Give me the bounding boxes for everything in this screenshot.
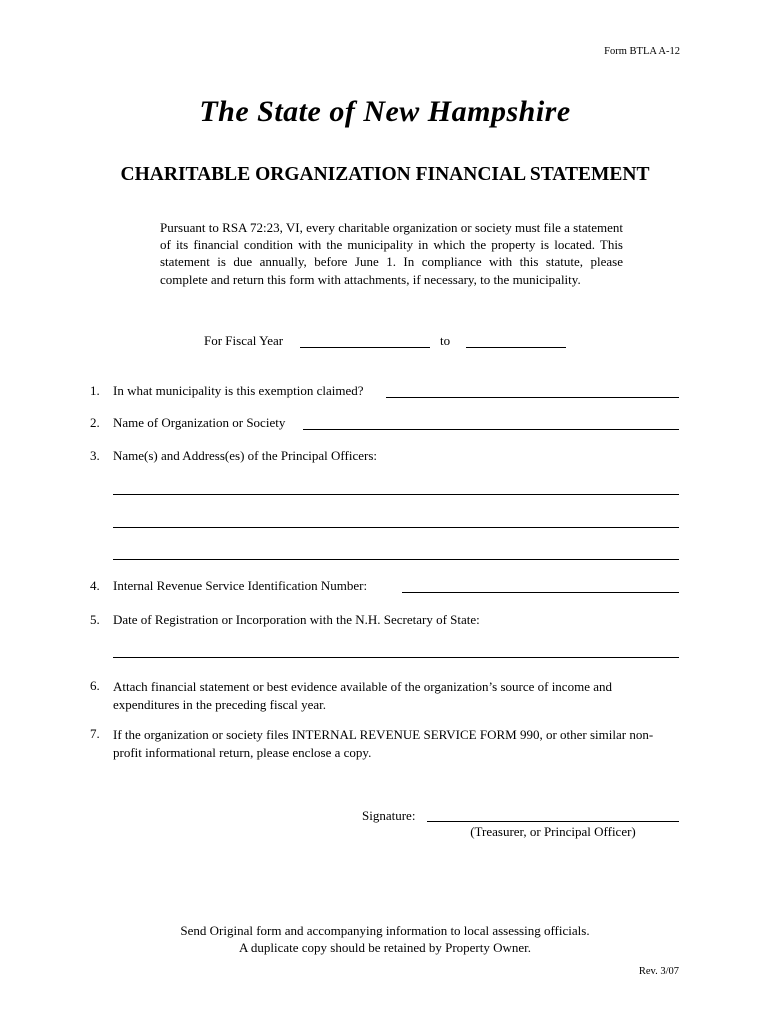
item-number: 1. bbox=[90, 383, 100, 398]
form-title: CHARITABLE ORGANIZATION FINANCIAL STATEMENT bbox=[120, 164, 650, 185]
principal-officers-line-2[interactable] bbox=[113, 527, 679, 528]
signature-field[interactable] bbox=[427, 821, 679, 822]
item-number: 7. bbox=[90, 726, 100, 741]
fiscal-year-to-field[interactable] bbox=[466, 347, 566, 348]
municipality-field[interactable] bbox=[386, 397, 679, 398]
municipality-label: In what municipality is this exemption claimed? bbox=[113, 383, 364, 398]
item-number: 3. bbox=[90, 448, 100, 463]
item-number: 6. bbox=[90, 678, 100, 693]
form-number: Form BTLA A-12 bbox=[604, 46, 680, 57]
organization-name-label: Name of Organization or Society bbox=[113, 415, 286, 430]
principal-officers-label: Name(s) and Address(es) of the Principal Officers: bbox=[113, 448, 378, 463]
footer-line-2: A duplicate copy should be retained by Property Owner. bbox=[238, 940, 532, 955]
signature-sublabel: (Treasurer, or Principal Officer) bbox=[470, 824, 636, 839]
principal-officers-line-3[interactable] bbox=[113, 559, 679, 560]
registration-date-label: Date of Registration or Incorporation with the N.H. Secretary of State: bbox=[113, 612, 480, 627]
item-number: 5. bbox=[90, 612, 100, 627]
revision-label: Rev. 3/07 bbox=[638, 966, 679, 977]
signature-label: Signature: bbox=[362, 808, 416, 823]
state-title: The State of New Hampshire bbox=[199, 95, 571, 128]
footer-line-1: Send Original form and accompanying information to local assessing officials. bbox=[180, 923, 590, 938]
fiscal-year-label: For Fiscal Year bbox=[204, 333, 284, 348]
principal-officers-line-1[interactable] bbox=[113, 494, 679, 495]
irs-id-field[interactable] bbox=[402, 592, 679, 593]
financial-statement-instruction: Attach financial statement or best evidence available of the organization’s source of income and expenditures in the preceding fiscal year. bbox=[113, 679, 612, 712]
organization-name-field[interactable] bbox=[303, 429, 679, 430]
item-number: 4. bbox=[90, 578, 100, 593]
intro-paragraph: Pursuant to RSA 72:23, VI, every charitable organization or society must file a statement of its financial condition with the municipality in which the property is located. This statement is due annually, before June 1. In compliance with this statute, please complete and return this form with attachments, if necessary, to the municipality. bbox=[160, 220, 623, 287]
form-990-instruction: If the organization or society files INTERNAL REVENUE SERVICE FORM 990, or other similar non-profit informational return, please enclose a copy. bbox=[113, 727, 654, 760]
irs-id-label: Internal Revenue Service Identification Number: bbox=[113, 578, 368, 593]
footer-instructions bbox=[0, 922, 770, 956]
registration-date-field[interactable] bbox=[113, 657, 679, 658]
fiscal-year-to-label: to bbox=[440, 333, 451, 348]
fiscal-year-from-field[interactable] bbox=[300, 347, 430, 348]
item-number: 2. bbox=[90, 415, 100, 430]
